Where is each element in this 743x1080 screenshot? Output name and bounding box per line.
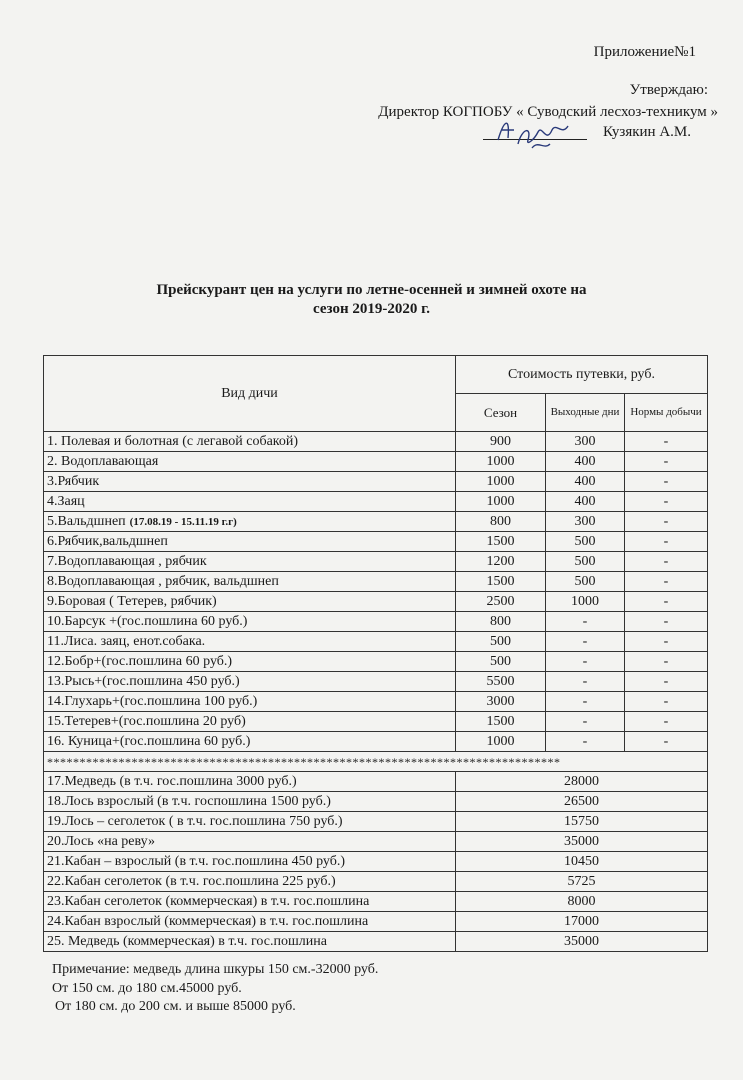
season-price: 500 xyxy=(456,652,546,672)
season-price: 800 xyxy=(456,612,546,632)
license-price: 8000 xyxy=(456,892,708,912)
weekend-price: 400 xyxy=(546,452,625,472)
table-row xyxy=(44,872,708,892)
game-name: 3.Рябчик xyxy=(44,472,456,492)
season-price: 1500 xyxy=(456,712,546,732)
norm-value: - xyxy=(625,592,708,612)
game-name: 1. Полевая и болотная (с легавой собакой) xyxy=(44,432,456,452)
weekend-price: - xyxy=(546,672,625,692)
header-weekend: Выходные дни xyxy=(546,394,625,432)
signatory-name: Кузякин А.М. xyxy=(603,124,691,140)
table-row xyxy=(44,832,708,852)
weekend-price: - xyxy=(546,652,625,672)
table-row xyxy=(44,712,708,732)
header-game: Вид дичи xyxy=(44,356,456,432)
weekend-price: - xyxy=(546,712,625,732)
game-name-text: 5.Вальдшнеп xyxy=(47,513,126,529)
separator-row xyxy=(44,752,708,772)
table-row xyxy=(44,532,708,552)
approve-label: Утверждаю: xyxy=(629,82,708,98)
norm-value: - xyxy=(625,672,708,692)
note-line-3: От 180 см. до 200 см. и выше 85000 руб. xyxy=(55,999,296,1014)
weekend-price: - xyxy=(546,612,625,632)
weekend-price: 400 xyxy=(546,492,625,512)
game-name: 8.Водоплавающая , рябчик, вальдшнеп xyxy=(44,572,456,592)
license-price: 35000 xyxy=(456,832,708,852)
weekend-price: 1000 xyxy=(546,592,625,612)
table-row xyxy=(44,812,708,832)
season-price: 1000 xyxy=(456,492,546,512)
season-price: 900 xyxy=(456,432,546,452)
header-norms: Нормы добычи xyxy=(625,394,708,432)
game-name: 23.Кабан сеголеток (коммерческая) в т.ч. гос.пошлина xyxy=(44,892,456,912)
weekend-price: 300 xyxy=(546,432,625,452)
table-row xyxy=(44,912,708,932)
table-row xyxy=(44,692,708,712)
page-subtitle: сезон 2019-2020 г. xyxy=(313,301,430,317)
game-date-note: (17.08.19 - 15.11.19 г.г) xyxy=(129,515,237,528)
table-row xyxy=(44,552,708,572)
price-table xyxy=(43,355,708,952)
signature-mark xyxy=(492,110,572,154)
norm-value: - xyxy=(625,692,708,712)
game-name: 25. Медведь (коммерческая) в т.ч. гос.пошлина xyxy=(44,932,456,952)
table-row xyxy=(44,432,708,452)
season-price: 2500 xyxy=(456,592,546,612)
norm-value: - xyxy=(625,432,708,452)
table-row xyxy=(44,892,708,912)
game-name: 13.Рысь+(гос.пошлина 450 руб.) xyxy=(44,672,456,692)
game-name: 16. Куница+(гос.пошлина 60 руб.) xyxy=(44,732,456,752)
table-row xyxy=(44,772,708,792)
season-price: 1000 xyxy=(456,452,546,472)
table-row xyxy=(44,632,708,652)
weekend-price: - xyxy=(546,732,625,752)
game-name: 21.Кабан – взрослый (в т.ч. гос.пошлина 450 руб.) xyxy=(44,852,456,872)
season-price: 1500 xyxy=(456,532,546,552)
norm-value: - xyxy=(625,492,708,512)
norm-value: - xyxy=(625,532,708,552)
season-price: 1000 xyxy=(456,732,546,752)
license-price: 5725 xyxy=(456,872,708,892)
weekend-price: - xyxy=(546,632,625,652)
header-season: Сезон xyxy=(456,394,546,432)
table-row xyxy=(44,672,708,692)
game-name: 9.Боровая ( Тетерев, рябчик) xyxy=(44,592,456,612)
table-row xyxy=(44,732,708,752)
norm-value: - xyxy=(625,472,708,492)
norm-value: - xyxy=(625,712,708,732)
table-header-row xyxy=(44,356,708,394)
weekend-price: - xyxy=(546,692,625,712)
weekend-price: 500 xyxy=(546,552,625,572)
game-name: 24.Кабан взрослый (коммерческая) в т.ч. гос.пошлина xyxy=(44,912,456,932)
game-name: 6.Рябчик,вальдшнеп xyxy=(44,532,456,552)
game-name: 17.Медведь (в т.ч. гос.пошлина 3000 руб.) xyxy=(44,772,456,792)
game-name: 4.Заяц xyxy=(44,492,456,512)
norm-value: - xyxy=(625,572,708,592)
season-price: 1200 xyxy=(456,552,546,572)
game-name: 10.Барсук +(гос.пошлина 60 руб.) xyxy=(44,612,456,632)
license-price: 35000 xyxy=(456,932,708,952)
separator-stars: ******************************************************************************* xyxy=(44,752,708,772)
table-row xyxy=(44,652,708,672)
season-price: 1000 xyxy=(456,472,546,492)
table-row xyxy=(44,932,708,952)
page-title: Прейскурант цен на услуги по летне-осенней и зимней охоте на xyxy=(156,282,587,298)
license-price: 15750 xyxy=(456,812,708,832)
header-cost: Стоимость путевки, руб. xyxy=(456,356,708,394)
table-row xyxy=(44,472,708,492)
weekend-price: 500 xyxy=(546,572,625,592)
season-price: 1500 xyxy=(456,572,546,592)
game-name xyxy=(44,512,456,532)
appendix-label: Приложение№1 xyxy=(593,44,696,60)
note-line-2: От 150 см. до 180 см.45000 руб. xyxy=(52,981,242,996)
season-price: 800 xyxy=(456,512,546,532)
table-row xyxy=(44,792,708,812)
game-name: 7.Водоплавающая , рябчик xyxy=(44,552,456,572)
table-row xyxy=(44,452,708,472)
weekend-price: 400 xyxy=(546,472,625,492)
norm-value: - xyxy=(625,652,708,672)
game-name: 15.Тетерев+(гос.пошлина 20 руб) xyxy=(44,712,456,732)
weekend-price: 500 xyxy=(546,532,625,552)
table-row xyxy=(44,592,708,612)
season-price: 5500 xyxy=(456,672,546,692)
norm-value: - xyxy=(625,632,708,652)
table-row xyxy=(44,512,708,532)
game-name: 20.Лось «на реву» xyxy=(44,832,456,852)
norm-value: - xyxy=(625,512,708,532)
game-name: 14.Глухарь+(гос.пошлина 100 руб.) xyxy=(44,692,456,712)
game-name: 2. Водоплавающая xyxy=(44,452,456,472)
director-line: Директор КОГПОБУ « Суводский лесхоз-техникум » xyxy=(378,104,718,120)
license-price: 17000 xyxy=(456,912,708,932)
norm-value: - xyxy=(625,552,708,572)
game-name: 12.Бобр+(гос.пошлина 60 руб.) xyxy=(44,652,456,672)
table-row xyxy=(44,572,708,592)
license-price: 10450 xyxy=(456,852,708,872)
norm-value: - xyxy=(625,452,708,472)
table-row xyxy=(44,612,708,632)
table-row xyxy=(44,852,708,872)
note-line-1: Примечание: медведь длина шкуры 150 см.-32000 руб. xyxy=(52,962,379,977)
table-row xyxy=(44,492,708,512)
norm-value: - xyxy=(625,612,708,632)
game-name: 11.Лиса. заяц, енот.собака. xyxy=(44,632,456,652)
license-price: 28000 xyxy=(456,772,708,792)
game-name: 19.Лось – сеголеток ( в т.ч. гос.пошлина 750 руб.) xyxy=(44,812,456,832)
license-price: 26500 xyxy=(456,792,708,812)
season-price: 3000 xyxy=(456,692,546,712)
weekend-price: 300 xyxy=(546,512,625,532)
norm-value: - xyxy=(625,732,708,752)
game-name: 18.Лось взрослый (в т.ч. госпошлина 1500 руб.) xyxy=(44,792,456,812)
season-price: 500 xyxy=(456,632,546,652)
game-name: 22.Кабан сеголеток (в т.ч. гос.пошлина 225 руб.) xyxy=(44,872,456,892)
